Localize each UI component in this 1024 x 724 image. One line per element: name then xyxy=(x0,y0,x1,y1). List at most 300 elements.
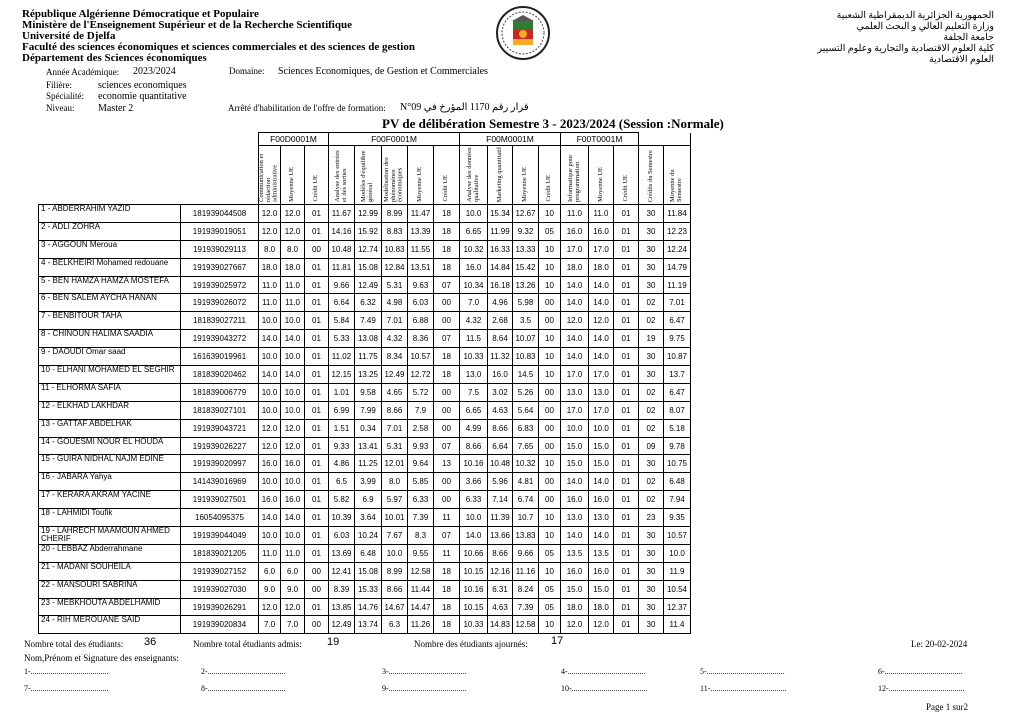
grade-cell: 8.34 xyxy=(382,348,408,366)
grade-cell: 7.99 xyxy=(355,401,382,419)
grade-cell: 00 xyxy=(305,240,329,258)
grade-cell: 8.66 xyxy=(488,419,513,437)
grade-cell: 16.0 xyxy=(460,258,488,276)
admitted-label: Nombre total étudiants admis: xyxy=(193,639,302,649)
grade-cell: 00 xyxy=(434,419,460,437)
grade-cell: 11.67 xyxy=(329,205,355,223)
column-header-label: Modélisation des phénomènes économiques xyxy=(383,157,404,202)
grade-cell: 13.7 xyxy=(664,366,691,384)
grade-cell: 12.49 xyxy=(329,616,355,634)
grade-cell: 01 xyxy=(614,616,639,634)
grade-cell: 10 xyxy=(539,240,561,258)
grade-cell: 4.96 xyxy=(488,294,513,312)
grade-cell: 14.0 xyxy=(589,527,614,545)
grade-cell: 13.41 xyxy=(355,437,382,455)
grade-cell: 01 xyxy=(305,312,329,330)
student-name: 4 - BELKHEIRI Mohamed redouane xyxy=(39,258,181,276)
column-header xyxy=(408,146,434,205)
grade-cell: 5.97 xyxy=(382,491,408,509)
grade-cell: 16.0 xyxy=(589,491,614,509)
grade-cell: 11.81 xyxy=(329,258,355,276)
student-name: 2 - ADLI ZOHRA xyxy=(39,222,181,240)
grade-cell: 02 xyxy=(639,473,664,491)
grade-cell: 30 xyxy=(639,240,664,258)
grade-cell: 6.0 xyxy=(281,562,305,580)
column-header xyxy=(513,146,539,205)
grade-cell: 10 xyxy=(539,258,561,276)
grade-cell: 5.31 xyxy=(382,437,408,455)
grade-cell: 12.72 xyxy=(408,366,434,384)
grade-cell: 10.07 xyxy=(513,330,539,348)
grade-cell: 10.0 xyxy=(281,383,305,401)
grade-cell: 11.44 xyxy=(408,580,434,598)
grade-cell: 15.0 xyxy=(589,437,614,455)
grade-cell: 02 xyxy=(639,383,664,401)
grade-cell: 01 xyxy=(305,491,329,509)
grade-cell: 10 xyxy=(539,330,561,348)
grade-cell: 11.0 xyxy=(281,544,305,562)
column-header-label: Crédit UE xyxy=(621,175,629,202)
column-header xyxy=(259,146,281,205)
student-name: 12 - ELKHAD LAKHDAR xyxy=(39,401,181,419)
student-row xyxy=(39,598,691,616)
grade-cell: 18 xyxy=(434,258,460,276)
grade-cell: 13.66 xyxy=(488,527,513,545)
header-ar-faculty: كلية العلوم الاقتصادية والتجارية وعلوم التسيير xyxy=(817,44,994,54)
grade-cell: 6.33 xyxy=(408,491,434,509)
student-name: 16 - JABARA Yahya xyxy=(39,473,181,491)
student-matricule: 191939026072 xyxy=(181,294,259,312)
grade-cell: 10.0 xyxy=(460,509,488,527)
grade-cell: 17.0 xyxy=(589,240,614,258)
grade-cell: 02 xyxy=(639,491,664,509)
grade-cell: 11.0 xyxy=(589,205,614,223)
grade-cell: 11.99 xyxy=(488,222,513,240)
grade-cell: 14.76 xyxy=(355,598,382,616)
student-name: 8 - CHINOUN HALIMA SAADIA xyxy=(39,330,181,348)
column-header xyxy=(488,146,513,205)
grade-cell: 15.0 xyxy=(589,455,614,473)
student-name: 20 - LEBBAZ Abderrahmane xyxy=(39,544,181,562)
grade-cell: 3.5 xyxy=(513,312,539,330)
student-name: 1 - ABDERRAHIM YAZID xyxy=(39,205,181,223)
grade-cell: 10.7 xyxy=(513,509,539,527)
grade-cell: 16.0 xyxy=(561,562,589,580)
grade-cell: 0.34 xyxy=(355,419,382,437)
student-matricule: 191939043721 xyxy=(181,419,259,437)
university-logo xyxy=(495,5,551,61)
grade-cell: 01 xyxy=(614,527,639,545)
grade-cell: 12.99 xyxy=(355,205,382,223)
grade-cell: 14.79 xyxy=(664,258,691,276)
student-matricule: 141439016969 xyxy=(181,473,259,491)
grade-cell: 13.5 xyxy=(589,544,614,562)
grade-cell: 14.0 xyxy=(259,366,281,384)
grade-cell: 18 xyxy=(434,222,460,240)
student-matricule: 191939025972 xyxy=(181,276,259,294)
grade-cell: 01 xyxy=(614,419,639,437)
grade-cell: 16.0 xyxy=(561,491,589,509)
grade-cell: 12.24 xyxy=(664,240,691,258)
grade-cell: 7.65 xyxy=(513,437,539,455)
grade-cell: 12.0 xyxy=(589,312,614,330)
student-name: 13 - GATTAF ABDELHAK xyxy=(39,419,181,437)
student-row xyxy=(39,616,691,634)
grade-cell: 00 xyxy=(305,562,329,580)
student-name: 5 - BEN HAMZA HAMZA MOSTEFA xyxy=(39,276,181,294)
grade-cell: 11.0 xyxy=(281,276,305,294)
grade-cell: 10.0 xyxy=(382,544,408,562)
grade-cell: 01 xyxy=(614,598,639,616)
grade-cell: 13 xyxy=(434,455,460,473)
student-row xyxy=(39,312,691,330)
grade-cell: 00 xyxy=(434,294,460,312)
grade-cell: 10.0 xyxy=(281,527,305,545)
grade-cell: 8.36 xyxy=(408,330,434,348)
grade-cell: 01 xyxy=(305,222,329,240)
grade-cell: 14.0 xyxy=(589,473,614,491)
grade-cell: 4.63 xyxy=(488,401,513,419)
grade-cell: 5.98 xyxy=(513,294,539,312)
column-header-label: Analyse des entrées et des sorties xyxy=(333,150,348,202)
column-header-label: Communication et rédaction administrative xyxy=(258,153,279,202)
student-matricule: 181839006779 xyxy=(181,383,259,401)
student-matricule: 16054095375 xyxy=(181,509,259,527)
grade-cell: 18.0 xyxy=(259,258,281,276)
grade-cell: 9.32 xyxy=(513,222,539,240)
student-row xyxy=(39,401,691,419)
niveau-value: Master 2 xyxy=(98,103,134,114)
student-name: 18 - LAHMIDI Toufik xyxy=(39,509,181,527)
grade-cell: 13.08 xyxy=(355,330,382,348)
signature-line: 7-....................................... xyxy=(24,684,109,693)
student-name: 22 - MANSOURI SABRINA xyxy=(39,580,181,598)
column-header-label: Crédit UE xyxy=(312,175,320,202)
grade-cell: 01 xyxy=(614,330,639,348)
student-name: 14 - GOUESMI NOUR EL HOUDA xyxy=(39,437,181,455)
group-header: F00D0001M xyxy=(259,133,329,146)
grade-cell: 7.0 xyxy=(259,616,281,634)
grade-cell: 01 xyxy=(614,294,639,312)
student-matricule: 191939026291 xyxy=(181,598,259,616)
grade-cell: 17.0 xyxy=(561,240,589,258)
grade-cell: 14.0 xyxy=(561,473,589,491)
grade-cell: 30 xyxy=(639,580,664,598)
grade-cell: 10.32 xyxy=(513,455,539,473)
grade-cell: 14.0 xyxy=(281,330,305,348)
page-number: Page 1 sur2 xyxy=(926,702,968,712)
grade-cell: 6.47 xyxy=(664,312,691,330)
grade-cell: 9.0 xyxy=(259,580,281,598)
student-row xyxy=(39,383,691,401)
grade-cell: 01 xyxy=(305,383,329,401)
grade-cell: 13.25 xyxy=(355,366,382,384)
student-row xyxy=(39,276,691,294)
grade-cell: 14.0 xyxy=(561,527,589,545)
grade-cell: 17.0 xyxy=(589,401,614,419)
column-header xyxy=(355,146,382,205)
grade-cell: 12.58 xyxy=(513,616,539,634)
grade-cell: 12.37 xyxy=(664,598,691,616)
grade-cell: 11.16 xyxy=(513,562,539,580)
grade-cell: 5.33 xyxy=(329,330,355,348)
grade-cell: 17.0 xyxy=(561,401,589,419)
column-header-label: Crédit UE xyxy=(442,175,450,202)
grade-cell: 10.16 xyxy=(460,580,488,598)
grade-cell: 15.42 xyxy=(513,258,539,276)
grade-cell: 14.16 xyxy=(329,222,355,240)
grade-cell: 01 xyxy=(305,437,329,455)
grade-cell: 8.0 xyxy=(259,240,281,258)
header-ar-republic: الجمهورية الجزائرية الديمقراطية الشعبية xyxy=(836,11,994,21)
grade-cell: 6.03 xyxy=(329,527,355,545)
grade-cell: 13.85 xyxy=(329,598,355,616)
grade-cell: 10.39 xyxy=(329,509,355,527)
grade-cell: 01 xyxy=(305,544,329,562)
student-row xyxy=(39,240,691,258)
grade-cell: 8.83 xyxy=(382,222,408,240)
grade-cell: 01 xyxy=(614,366,639,384)
grade-cell: 12.0 xyxy=(281,598,305,616)
student-matricule: 191939027501 xyxy=(181,491,259,509)
grade-cell: 3.99 xyxy=(355,473,382,491)
student-matricule: 191939027667 xyxy=(181,258,259,276)
date: Le: 20-02-2024 xyxy=(911,639,968,649)
grade-cell: 15.92 xyxy=(355,222,382,240)
grade-cell: 12.0 xyxy=(589,616,614,634)
grade-cell: 5.85 xyxy=(408,473,434,491)
column-header-label: Informatique pour programmation xyxy=(566,154,581,202)
student-row xyxy=(39,419,691,437)
grade-cell: 01 xyxy=(614,205,639,223)
grade-cell: 7.9 xyxy=(408,401,434,419)
grade-cell: 00 xyxy=(539,437,561,455)
grade-cell: 5.26 xyxy=(513,383,539,401)
grade-cell: 14.0 xyxy=(589,276,614,294)
grade-cell: 14.0 xyxy=(281,366,305,384)
grade-cell: 12.0 xyxy=(259,437,281,455)
grade-cell: 01 xyxy=(614,455,639,473)
grade-cell: 6.64 xyxy=(488,437,513,455)
grade-cell: 16.0 xyxy=(281,455,305,473)
grade-cell: 05 xyxy=(539,598,561,616)
grade-cell: 6.32 xyxy=(355,294,382,312)
grade-cell: 4.32 xyxy=(460,312,488,330)
grade-cell: 14.83 xyxy=(488,616,513,634)
student-name: 11 - ELHORMA SAFIA xyxy=(39,383,181,401)
grade-cell: 11.26 xyxy=(408,616,434,634)
grade-cell: 30 xyxy=(639,366,664,384)
grade-cell: 6.5 xyxy=(329,473,355,491)
grade-cell: 10.0 xyxy=(259,383,281,401)
student-matricule: 191939026227 xyxy=(181,437,259,455)
grade-cell: 15.34 xyxy=(488,205,513,223)
column-header-label: Moyenne UE xyxy=(288,167,296,202)
grade-cell: 30 xyxy=(639,544,664,562)
grade-cell: 11.5 xyxy=(460,330,488,348)
column-header xyxy=(434,146,460,205)
grade-cell: 10 xyxy=(539,562,561,580)
grade-cell: 01 xyxy=(614,222,639,240)
grade-cell: 14.0 xyxy=(561,276,589,294)
adjourned-label: Nombre des étudiants ajournés: xyxy=(414,639,528,649)
header-ar-ministry: وزارة التعليم العالي و البحث العلمي xyxy=(856,22,994,32)
grade-cell: 16.0 xyxy=(589,562,614,580)
column-header-label: Moyenne du Semestre xyxy=(669,169,683,202)
grade-cell: 18 xyxy=(434,366,460,384)
total-students-value: 36 xyxy=(144,636,157,648)
grade-cell: 10.0 xyxy=(561,419,589,437)
grade-cell: 11.0 xyxy=(281,294,305,312)
page-title: PV de délibération Semestre 3 - 2023/2024 (Session :Normale) xyxy=(382,116,724,131)
filiere-label: Filière: xyxy=(46,80,72,90)
student-matricule: 191939029113 xyxy=(181,240,259,258)
student-matricule: 191939027152 xyxy=(181,562,259,580)
grade-cell: 8.66 xyxy=(382,401,408,419)
grade-cell: 13.69 xyxy=(329,544,355,562)
grade-cell: 10.66 xyxy=(460,544,488,562)
grade-cell: 4.99 xyxy=(460,419,488,437)
grade-cell: 05 xyxy=(539,222,561,240)
grade-cell: 14.0 xyxy=(281,509,305,527)
grade-cell: 18 xyxy=(434,616,460,634)
grade-cell: 14.84 xyxy=(488,258,513,276)
grade-cell: 30 xyxy=(639,348,664,366)
grade-cell: 10.33 xyxy=(460,616,488,634)
grade-cell: 01 xyxy=(614,348,639,366)
grade-cell: 6.74 xyxy=(513,491,539,509)
signature-line: 11-...................................... xyxy=(700,684,787,693)
student-name: 21 - MADANI SOUHEILA xyxy=(39,562,181,580)
grade-cell: 12.0 xyxy=(281,205,305,223)
grade-cell: 6.33 xyxy=(460,491,488,509)
grade-cell: 07 xyxy=(434,437,460,455)
signature-line: 2-....................................... xyxy=(201,667,286,676)
grade-cell: 18.0 xyxy=(589,258,614,276)
grade-cell: 10.01 xyxy=(382,509,408,527)
grade-cell: 12.0 xyxy=(259,205,281,223)
student-matricule: 181839020462 xyxy=(181,366,259,384)
grade-cell: 7.39 xyxy=(513,598,539,616)
grade-cell: 13.0 xyxy=(561,383,589,401)
student-name: 7 - BENBITOUR TAHA xyxy=(39,312,181,330)
grade-cell: 10.0 xyxy=(259,348,281,366)
grade-cell: 01 xyxy=(614,562,639,580)
grade-cell: 00 xyxy=(539,294,561,312)
grade-cell: 11.25 xyxy=(355,455,382,473)
student-row xyxy=(39,491,691,509)
grade-cell: 17.0 xyxy=(561,366,589,384)
student-name: 15 - GUIRA NIDHAL NAJM EDINE xyxy=(39,455,181,473)
grade-cell: 02 xyxy=(639,401,664,419)
grade-cell: 10 xyxy=(539,276,561,294)
grade-cell: 10 xyxy=(539,348,561,366)
grade-cell: 12.0 xyxy=(281,222,305,240)
admitted-value: 19 xyxy=(327,636,340,648)
grade-cell: 09 xyxy=(639,437,664,455)
group-header: F00F0001M xyxy=(329,133,460,146)
grade-cell: 3.02 xyxy=(488,383,513,401)
column-header xyxy=(614,146,639,205)
grade-cell: 02 xyxy=(639,294,664,312)
grade-cell: 10.33 xyxy=(460,348,488,366)
student-row xyxy=(39,527,691,545)
grade-cell: 13.51 xyxy=(408,258,434,276)
grade-cell: 11 xyxy=(434,509,460,527)
grade-cell: 8.24 xyxy=(513,580,539,598)
grade-cell: 10.15 xyxy=(460,598,488,616)
signature-line: 9-....................................... xyxy=(382,684,467,693)
column-header-label: Moyenne UE xyxy=(416,167,424,202)
grade-cell: 11.47 xyxy=(408,205,434,223)
grade-cell: 10.34 xyxy=(460,276,488,294)
grade-cell: 12.0 xyxy=(259,419,281,437)
student-row xyxy=(39,455,691,473)
grade-cell: 10.75 xyxy=(664,455,691,473)
column-header xyxy=(539,146,561,205)
grade-cell: 11.39 xyxy=(488,509,513,527)
grade-cell: 7.01 xyxy=(382,312,408,330)
column-header xyxy=(639,146,664,205)
grade-cell: 02 xyxy=(639,312,664,330)
grade-cell: 30 xyxy=(639,616,664,634)
grade-cell: 00 xyxy=(305,616,329,634)
grade-cell: 01 xyxy=(305,205,329,223)
grade-cell: 15.0 xyxy=(589,580,614,598)
grade-cell: 7.49 xyxy=(355,312,382,330)
student-matricule: 161639019961 xyxy=(181,348,259,366)
student-name: 23 - MEBKHOUTA ABDELHAMID xyxy=(39,598,181,616)
grade-cell: 14.0 xyxy=(460,527,488,545)
grade-cell: 01 xyxy=(614,276,639,294)
grade-cell: 5.64 xyxy=(513,401,539,419)
grade-cell: 13.74 xyxy=(355,616,382,634)
grade-cell: 5.72 xyxy=(408,383,434,401)
student-row xyxy=(39,437,691,455)
grade-cell: 14.0 xyxy=(561,330,589,348)
grade-cell: 00 xyxy=(434,312,460,330)
grade-cell: 10.15 xyxy=(460,562,488,580)
grade-cell: 01 xyxy=(305,598,329,616)
header-department: Département des Sciences économiques xyxy=(22,52,207,64)
grade-cell: 5.84 xyxy=(329,312,355,330)
signature-line: 6-....................................... xyxy=(878,667,963,676)
group-header: F00M0001M xyxy=(460,133,561,146)
grade-cell: 9.58 xyxy=(355,383,382,401)
grade-cell: 10.87 xyxy=(664,348,691,366)
grade-cell: 16.33 xyxy=(488,240,513,258)
grade-cell: 12.49 xyxy=(355,276,382,294)
grade-cell: 10.32 xyxy=(460,240,488,258)
grade-cell: 18 xyxy=(434,562,460,580)
grade-cell: 12.16 xyxy=(488,562,513,580)
grade-cell: 5.18 xyxy=(664,419,691,437)
grade-cell: 14.0 xyxy=(589,330,614,348)
grade-cell: 9.78 xyxy=(664,437,691,455)
grade-cell: 01 xyxy=(614,383,639,401)
grade-cell: 30 xyxy=(639,598,664,616)
grade-cell: 8.99 xyxy=(382,562,408,580)
grade-cell: 01 xyxy=(305,258,329,276)
grade-cell: 14.0 xyxy=(259,509,281,527)
grade-cell: 12.0 xyxy=(281,437,305,455)
grade-cell: 10.0 xyxy=(460,205,488,223)
grade-cell: 10 xyxy=(539,366,561,384)
grade-cell: 9.55 xyxy=(408,544,434,562)
grade-cell: 01 xyxy=(614,437,639,455)
column-header-label: Crédits du Semestre xyxy=(646,149,654,202)
grade-cell: 10.83 xyxy=(382,240,408,258)
